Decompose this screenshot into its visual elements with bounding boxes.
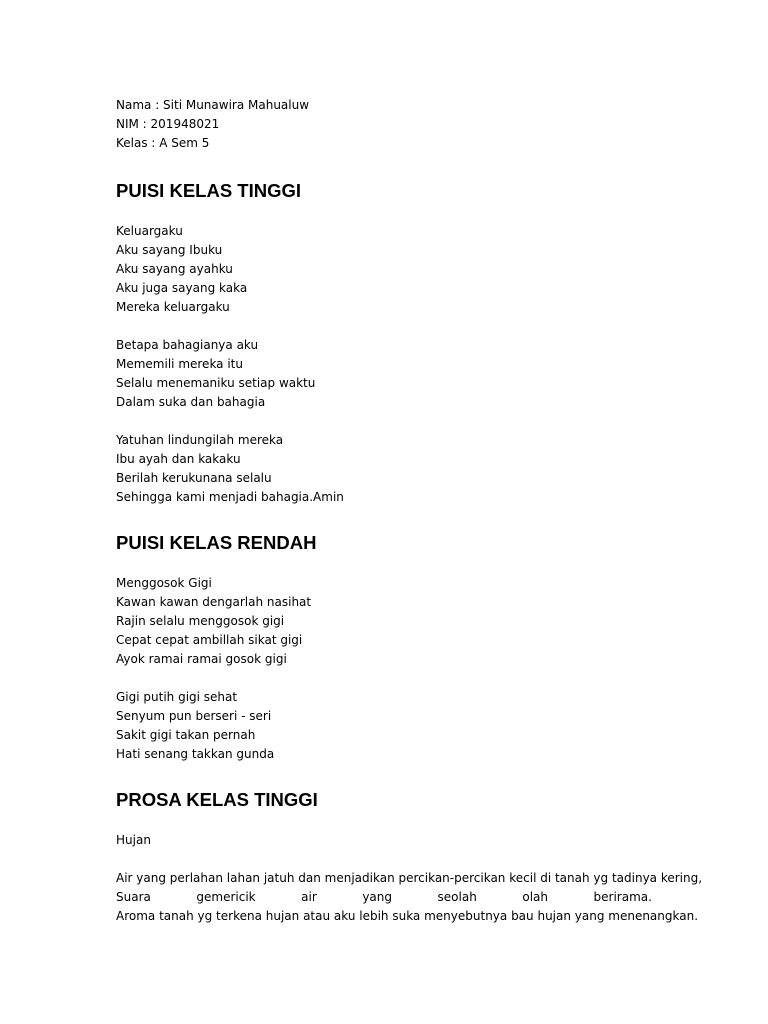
document-page [116,96,703,926]
poem-line: Gigi putih gigi sehat [116,690,238,704]
stanza [116,574,652,669]
poem-keluargaku [116,222,652,507]
prose-word: gemericik [196,890,256,904]
prose-word: Suara [116,890,151,904]
poem-line: Sakit gigi takan pernah [116,728,256,742]
poem-line: Yatuhan lindungilah mereka [116,433,284,447]
poem-line: Aku sayang Ibuku [116,243,223,257]
prose-paragraph [116,869,703,926]
prose-word: berirama. [593,890,652,904]
prose-line: Air yang perlahan lahan jatuh dan menjadikan percikan-percikan kecil di tanah yg tadinya kering, [116,871,703,885]
stanza [116,431,652,507]
poem-line: Keluargaku [116,224,183,238]
stanza [116,688,652,764]
poem-line: Cepat cepat ambillah sikat gigi [116,633,303,647]
poem-line: Rajin selalu menggosok gigi [116,614,285,628]
poem-line: Berilah kerukunana selalu [116,471,272,485]
poem-line: Hati senang takkan gunda [116,747,275,761]
student-class: Kelas : A Sem 5 [116,136,210,150]
poem-line: Ayok ramai ramai gosok gigi [116,652,287,666]
poem-line: Menggosok Gigi [116,576,212,590]
poem-line: Mememili mereka itu [116,357,243,371]
prose-title: Hujan [116,833,151,847]
prose-word: air [301,890,317,904]
student-name: Nama : Siti Munawira Mahualuw [116,98,310,112]
poem-line: Ibu ayah dan kakaku [116,452,241,466]
poem-line: Kawan kawan dengarlah nasihat [116,595,312,609]
poem-line: Senyum pun berseri - seri [116,709,272,723]
poem-menggosok-gigi [116,574,652,764]
section-heading-puisi-kelas-tinggi: PUISI KELAS TINGGI [116,180,302,201]
section-heading-puisi-kelas-rendah: PUISI KELAS RENDAH [116,532,317,553]
poem-line: Aku sayang ayahku [116,262,233,276]
poem-line: Sehingga kami menjadi bahagia.Amin [116,490,344,504]
poem-line: Aku juga sayang kaka [116,281,248,295]
section-heading-prosa-kelas-tinggi: PROSA KELAS TINGGI [116,789,318,810]
prose-line: Aroma tanah yg terkena hujan atau aku lebih suka menyebutnya bau hujan yang menenangkan. [116,909,699,923]
prose-word: seolah [437,890,477,904]
stanza [116,336,652,412]
prose-line-justified [116,888,652,907]
poem-line: Betapa bahagianya aku [116,338,259,352]
poem-line: Selalu menemaniku setiap waktu [116,376,316,390]
prose-word: olah [522,890,548,904]
poem-line: Mereka keluargaku [116,300,230,314]
stanza [116,222,652,317]
poem-line: Dalam suka dan bahagia [116,395,266,409]
prose-word: yang [362,890,393,904]
student-nim: NIM : 201948021 [116,117,220,131]
